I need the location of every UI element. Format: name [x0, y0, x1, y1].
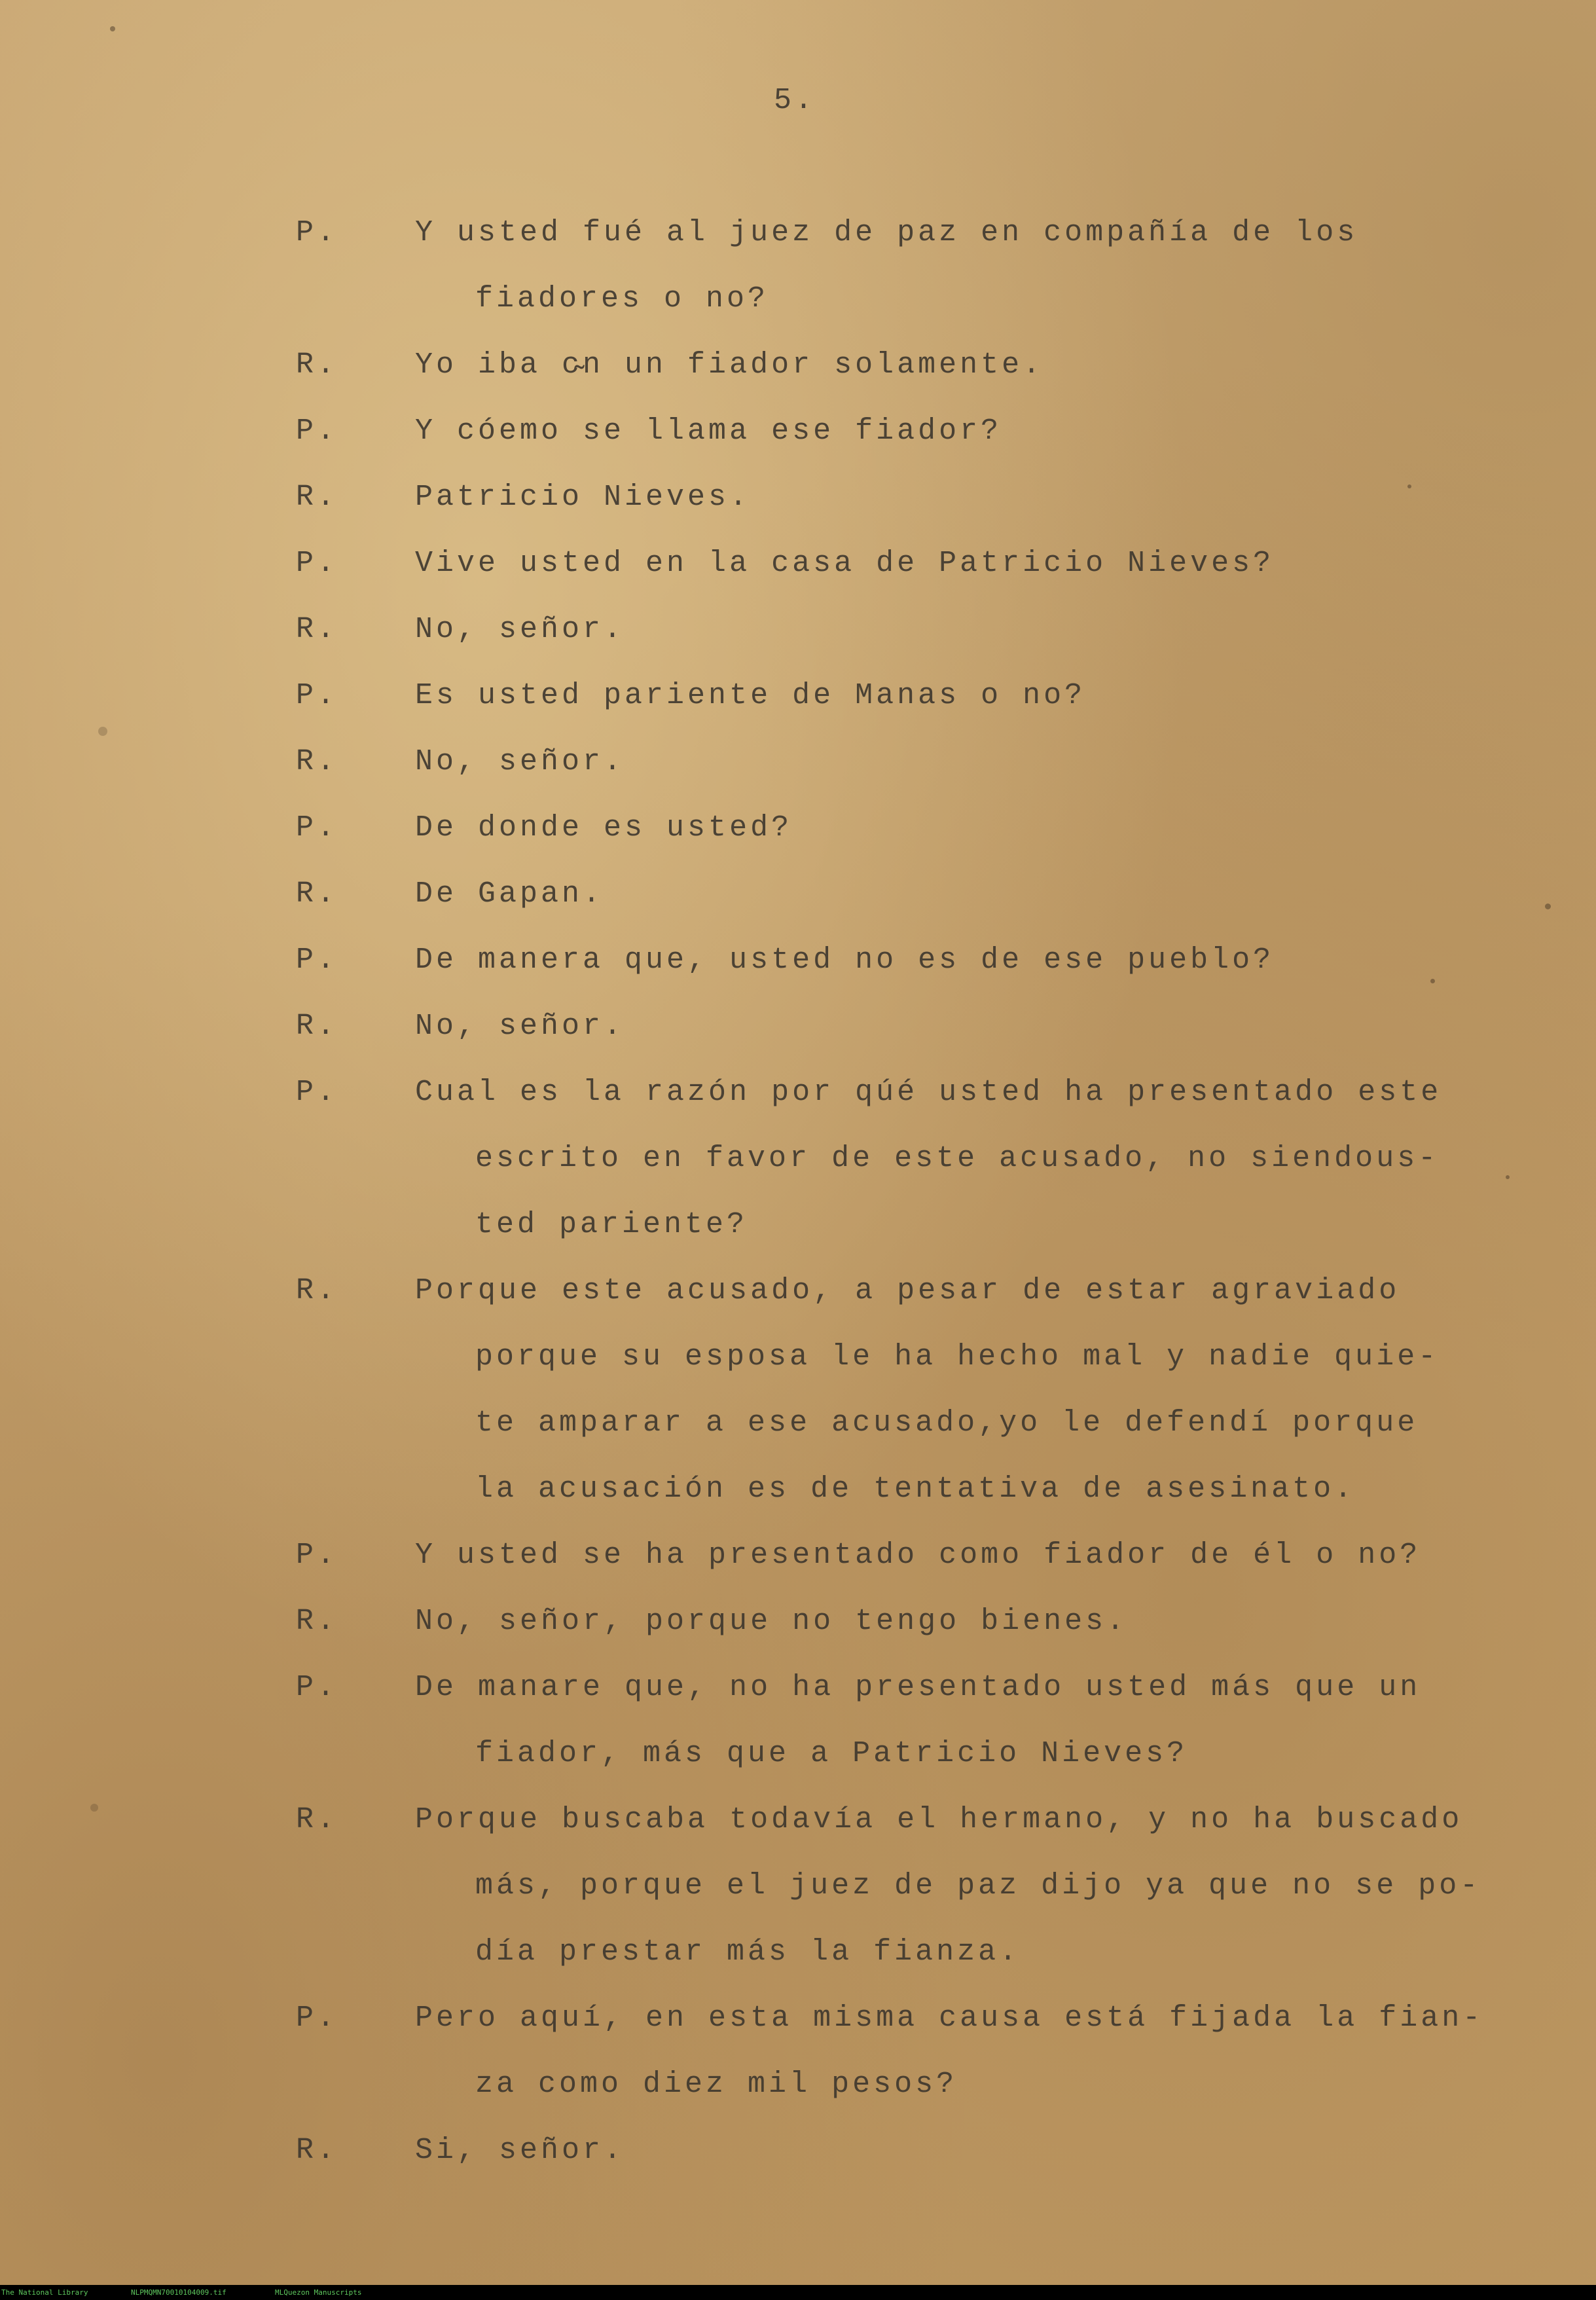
- footer-collection: MLQuezon Manuscripts: [275, 2288, 362, 2297]
- speaker-label: R.: [296, 481, 338, 514]
- text-line: Porque buscaba todavía el hermano, y no ha buscado: [415, 1803, 1463, 1836]
- speaker-label: P.: [296, 1671, 338, 1704]
- speaker-label: R.: [296, 613, 338, 646]
- scan-footer: [0, 2285, 1596, 2300]
- text-line: Patricio Nieves.: [415, 481, 751, 514]
- paper-speck: [110, 26, 115, 31]
- text-line: escrito en favor de este acusado, no siendous-: [475, 1142, 1440, 1175]
- text-line: Porque este acusado, a pesar de estar agraviado: [415, 1274, 1400, 1307]
- paper-speck: [1407, 484, 1411, 488]
- paper-speck: [1430, 979, 1435, 983]
- text-line: fiador, más que a Patricio Nieves?: [475, 1737, 1188, 1770]
- text-line: ted pariente?: [475, 1208, 748, 1241]
- speaker-label: R.: [296, 1274, 338, 1307]
- text-line: No, señor.: [415, 613, 625, 646]
- speaker-label: R.: [296, 348, 338, 382]
- text-line: De manera que, usted no es de ese pueblo?: [415, 943, 1275, 977]
- text-line: Si, señor.: [415, 2134, 625, 2167]
- footer-library: The National Library: [1, 2288, 88, 2297]
- text-line: No, señor.: [415, 1010, 625, 1043]
- speaker-label: R.: [296, 1010, 338, 1043]
- paper-speck: [1506, 1175, 1510, 1179]
- speaker-label: R.: [296, 745, 338, 778]
- text-line: Cual es la razón por qúé usted ha presentado este: [415, 1076, 1442, 1109]
- speaker-label: P.: [296, 943, 338, 977]
- text-line: Y usted se ha presentado como fiador de él o no?: [415, 1539, 1421, 1572]
- text-line: Es usted pariente de Manas o no?: [415, 679, 1086, 712]
- footer-file: NLPMQMN70010104009.tif: [131, 2288, 227, 2297]
- text-line: No, señor.: [415, 745, 625, 778]
- page-number: 5.: [774, 84, 816, 117]
- text-line: Vive usted en la casa de Patricio Nieves?: [415, 547, 1275, 580]
- text-line: Y usted fué al juez de paz en compañía de los: [415, 216, 1358, 249]
- speaker-label: R.: [296, 1803, 338, 1836]
- speaker-label: P.: [296, 414, 338, 448]
- speaker-label: R.: [296, 877, 338, 911]
- speaker-label: P.: [296, 216, 338, 249]
- speaker-label: P.: [296, 2001, 338, 2035]
- text-line: De Gapan.: [415, 877, 604, 911]
- paper-speck: [90, 1804, 98, 1812]
- text-line: No, señor, porque no tengo bienes.: [415, 1605, 1128, 1638]
- text-line: De donde es usted?: [415, 811, 793, 845]
- speaker-label: P.: [296, 679, 338, 712]
- text-line: te amparar a ese acusado,yo le defendí porque: [475, 1406, 1419, 1440]
- speaker-label: P.: [296, 811, 338, 845]
- text-line: porque su esposa le ha hecho mal y nadie quie-: [475, 1340, 1440, 1374]
- paper-speck: [98, 727, 107, 736]
- speaker-label: R.: [296, 1605, 338, 1638]
- text-line: más, porque el juez de paz dijo ya que no se po-: [475, 1869, 1481, 1903]
- text-line: za como diez mil pesos?: [475, 2068, 958, 2101]
- text-line: De manare que, no ha presentado usted más que un: [415, 1671, 1421, 1704]
- text-line: fiadores o no?: [475, 282, 769, 316]
- text-line: Pero aquí, en esta misma causa está fijada la fian-: [415, 2001, 1484, 2035]
- text-line: Yo iba c̴n un fiador solamente.: [415, 348, 1044, 382]
- speaker-label: R.: [296, 2134, 338, 2167]
- speaker-label: P.: [296, 547, 338, 580]
- text-line: Y cóemo se llama ese fiador?: [415, 414, 1002, 448]
- text-line: día prestar más la fianza.: [475, 1935, 1021, 1969]
- speaker-label: P.: [296, 1076, 338, 1109]
- paper-speck: [1545, 904, 1551, 909]
- text-line: la acusación es de tentativa de asesinato.: [475, 1472, 1356, 1506]
- speaker-label: P.: [296, 1539, 338, 1572]
